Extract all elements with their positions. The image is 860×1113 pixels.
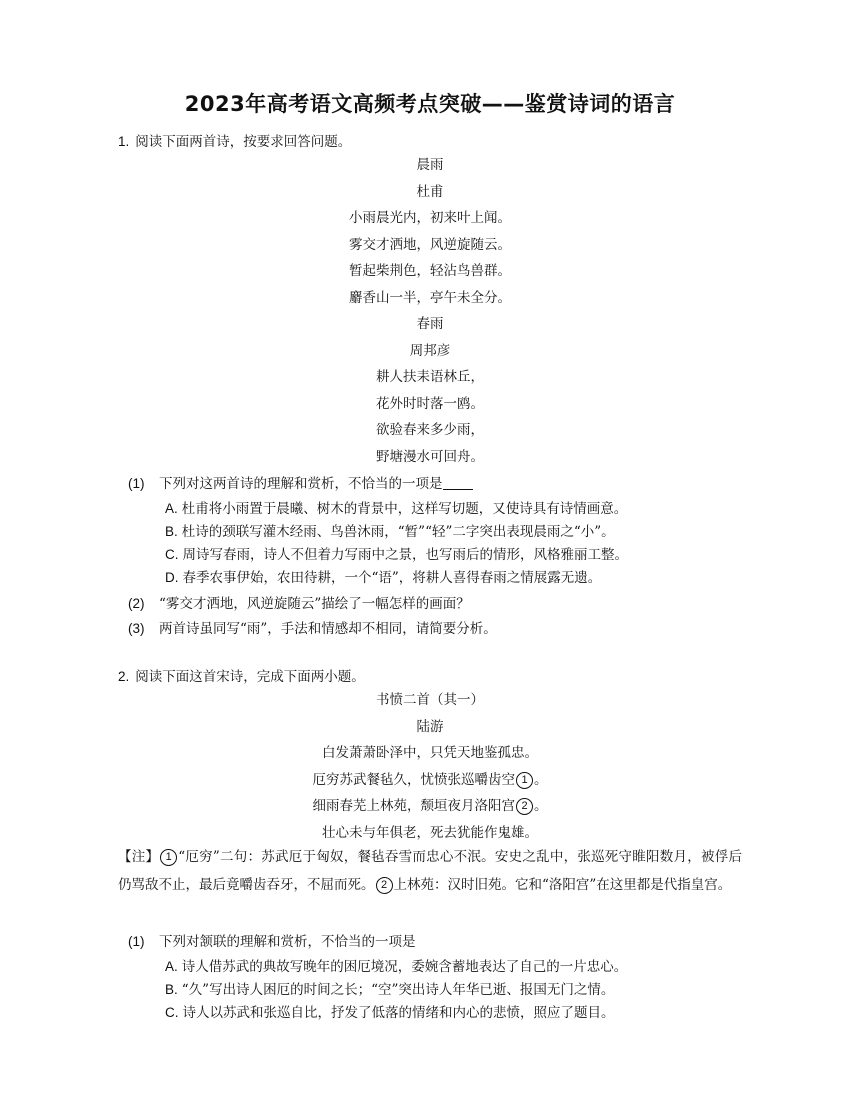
poem-line: 麝香山一半，亭午未全分。 xyxy=(349,289,511,306)
question-1-prompt xyxy=(118,130,351,150)
subquestion-text: 下列对颔联的理解和赏析，不恰当的一项是 xyxy=(159,934,416,950)
option-text: 诗人以苏武和张巡自比，抒发了低落的情绪和内心的悲愤，照应了题目。 xyxy=(182,1005,615,1021)
question-2-prompt xyxy=(118,665,365,685)
question-number: 2. xyxy=(118,669,130,684)
poem-line: 壮心未与年俱老，死去犹能作鬼雄。 xyxy=(322,824,538,841)
poem-line-punct: 。 xyxy=(534,771,548,788)
poem-line: 暂起柴荆色，轻沾鸟兽群。 xyxy=(349,263,511,279)
q2-subquestion-1 xyxy=(128,930,748,950)
subquestion-number: (1) xyxy=(128,476,145,491)
note-label: 【注】 xyxy=(118,849,160,865)
poem-line-text: 厄穷苏武餐毡久，忧愤张巡嚼齿空 xyxy=(312,771,515,788)
option-text: “久”写出诗人困厄的时间之长；“空”突出诗人年华已逝、报国无门之情。 xyxy=(181,982,615,998)
option-letter: C. xyxy=(165,1005,179,1020)
subquestion-3 xyxy=(128,617,748,637)
option-letter: B. xyxy=(165,524,178,539)
option-letter: D. xyxy=(165,570,179,585)
footnote-marker-2: 2 xyxy=(516,798,533,815)
option-text: 杜甫将小雨置于晨曦、树木的背景中，这样写切题，又使诗具有诗情画意。 xyxy=(181,501,628,517)
option-b xyxy=(165,978,725,998)
option-d xyxy=(165,566,725,586)
subquestion-text: 下列对这两首诗的理解和赏析，不恰当的一项是 xyxy=(159,476,443,492)
question-text: 阅读下面两首诗，按要求回答问题。 xyxy=(135,134,352,150)
poem-line: 雾交才洒地，风逆旋随云。 xyxy=(349,236,511,253)
subquestion-number: (2) xyxy=(128,596,145,611)
poem-shufen xyxy=(0,687,860,846)
poem-line xyxy=(0,793,860,820)
option-a xyxy=(165,497,725,517)
poem-line: 耕人扶耒语林丘， xyxy=(376,369,484,385)
poem-chenyu xyxy=(0,152,860,470)
poem-line: 欲验春来多少雨， xyxy=(376,422,484,438)
subquestion-1 xyxy=(128,472,748,492)
option-letter: A. xyxy=(165,501,178,516)
note-text: 上林苑：汉时旧苑。它和“洛阳宫”在这里都是代指皇宫。 xyxy=(393,877,732,893)
question-text: 阅读下面这首宋诗，完成下面两小题。 xyxy=(135,669,365,685)
poem-title: 书愤二首（其一） xyxy=(376,692,484,708)
poem-line: 小雨晨光内，初来叶上闻。 xyxy=(349,210,511,226)
subquestion-text: 两首诗虽同写“雨”，手法和情感却不相同，请简要分析。 xyxy=(159,621,497,637)
poem-line xyxy=(0,767,860,794)
subquestion-2 xyxy=(128,592,748,612)
poem-author: 陆游 xyxy=(416,718,444,735)
option-c xyxy=(165,543,725,563)
poem-title: 春雨 xyxy=(416,316,444,332)
poem-line-text: 细雨春芜上林苑，颓垣夜月洛阳宫 xyxy=(312,798,515,814)
footnote-marker-2: 2 xyxy=(376,877,393,894)
annotation-note xyxy=(118,843,742,899)
poem-line: 白发萧萧卧泽中，只凭天地鉴孤忠。 xyxy=(322,745,538,761)
poem-title: 晨雨 xyxy=(416,157,444,173)
poem-line: 花外时时落一鸥。 xyxy=(376,395,484,412)
poem-author: 杜甫 xyxy=(416,183,444,200)
document-title: 2023年高考语文高频考点突破——鉴赏诗词的语言 xyxy=(184,92,676,116)
subquestion-number: (3) xyxy=(128,621,145,636)
option-a xyxy=(165,955,725,975)
poem-line-punct: 。 xyxy=(534,798,548,814)
option-letter: C. xyxy=(165,547,179,562)
option-text: 诗人借苏武的典故写晚年的困厄境况，委婉含蓄地表达了自己的一片忠心。 xyxy=(181,959,628,975)
answer-blank[interactable] xyxy=(443,475,473,490)
option-letter: B. xyxy=(165,982,178,997)
note-text: “厄穷”二句：苏武厄于匈奴，餐毡吞雪而忠心不泯。安史之乱中，张巡死守睢阳数月，被俘后仍骂敌不止，最后竟嚼齿吞牙，不屈而死。 xyxy=(118,849,742,893)
subquestion-text: “雾交才洒地，风逆旋随云”描绘了一幅怎样的画面？ xyxy=(159,596,470,612)
question-number: 1. xyxy=(118,134,130,149)
footnote-marker-1: 1 xyxy=(160,849,177,866)
poem-author: 周邦彦 xyxy=(409,342,451,359)
option-text: 春季农事伊始，农田待耕，一个“语”，将耕人喜得春雨之情展露无遗。 xyxy=(182,570,602,586)
option-b xyxy=(165,520,725,540)
option-text: 杜诗的颈联写灌木经雨、鸟兽沐雨，“暂”“轻”二字突出表现晨雨之“小”。 xyxy=(181,524,615,540)
footnote-marker-1: 1 xyxy=(516,772,533,789)
option-letter: A. xyxy=(165,959,178,974)
subquestion-number: (1) xyxy=(128,934,145,949)
option-text: 周诗写春雨，诗人不但着力写雨中之景，也写雨后的情形，风格雅丽工整。 xyxy=(182,547,628,563)
option-c xyxy=(165,1001,725,1021)
poem-line: 野塘漫水可回舟。 xyxy=(376,448,484,465)
